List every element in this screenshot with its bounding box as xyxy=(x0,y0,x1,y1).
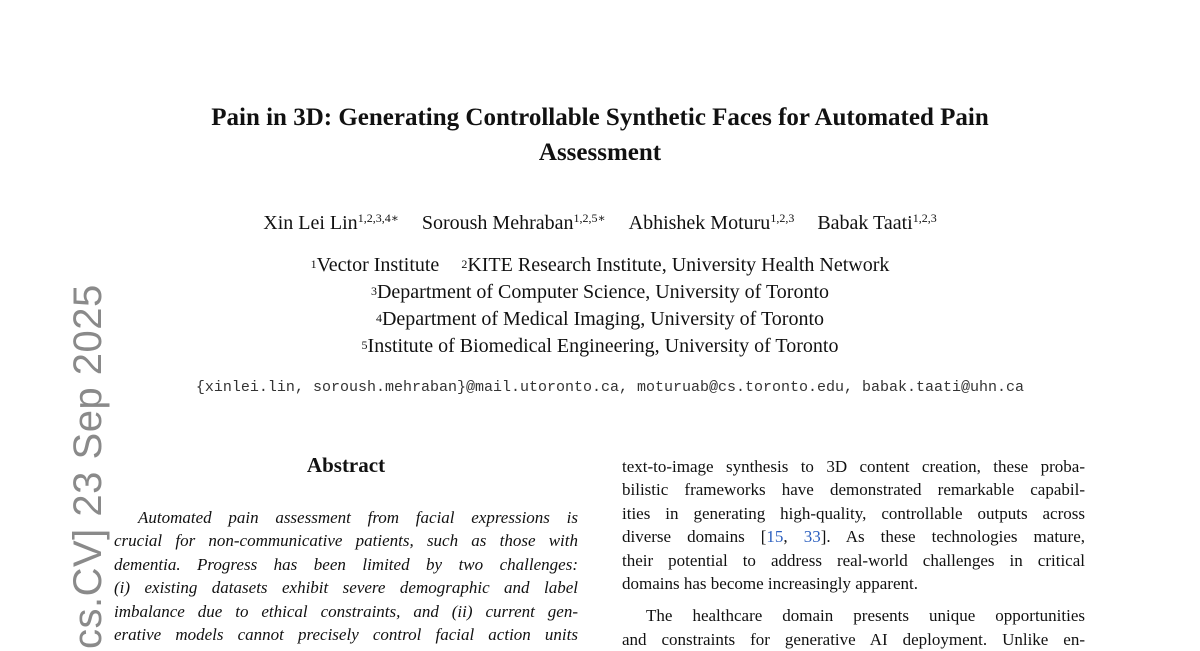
abstract-line: dementia. Progress has been limited by two challenges: xyxy=(114,554,578,574)
body-line: text-to-image synthesis to 3D content creation, these proba- xyxy=(622,457,1085,476)
abstract-line: crucial for non-communicative patients, such as those with xyxy=(114,531,578,551)
affil-sup: 4 xyxy=(375,311,382,325)
citation-link[interactable]: 33 xyxy=(803,527,821,547)
abstract-heading: Abstract xyxy=(306,453,386,477)
abstract-line: (i) existing datasets exhibit severe demographic and label xyxy=(114,578,578,598)
abstract-line: Automated pain assessment from facial expressions is xyxy=(138,508,578,527)
body-line: ities in generating high-quality, controllable outputs across xyxy=(622,503,1085,523)
author xyxy=(422,212,606,234)
abstract-line: erative models cannot precisely control facial action units xyxy=(114,624,578,644)
author-name: Soroush Mehraban xyxy=(421,212,574,234)
arxiv-stamp: cs.CV] 23 Sep 2025 xyxy=(66,284,110,649)
body-line: The healthcare domain presents unique opportunities xyxy=(646,606,1085,626)
affiliation: Department of Medical Imaging, University of Toronto xyxy=(381,308,824,330)
citation-separator: , xyxy=(783,527,804,547)
abstract-line: imbalance due to ethical constraints, and (ii) current gen- xyxy=(114,601,578,621)
affiliation-line xyxy=(0,333,1200,360)
author-affil-sup: 1,2,3 xyxy=(912,211,937,225)
body-line: domains has become increasingly apparent. xyxy=(622,573,918,593)
affiliation-line xyxy=(0,252,1200,279)
citation-link[interactable]: 15 xyxy=(766,527,784,547)
citation-text: diverse domains [ xyxy=(622,527,767,547)
affiliation: KITE Research Institute, University Health Network xyxy=(467,254,890,276)
affiliation: Institute of Biomedical Engineering, University of Toronto xyxy=(367,335,839,357)
author-list xyxy=(0,212,1200,235)
affiliation: Vector Institute xyxy=(316,254,440,276)
author-affil-sup: 1,2,5∗ xyxy=(573,211,606,225)
author xyxy=(817,212,936,234)
body-line: bilistic frameworks have demonstrated remarkable capabil- xyxy=(622,480,1085,500)
author-name: Xin Lei Lin xyxy=(263,212,358,234)
affiliation: Department of Computer Science, University of Toronto xyxy=(376,281,829,303)
affil-sup: 5 xyxy=(361,338,368,352)
abstract-body xyxy=(114,506,578,646)
body-line-with-citations xyxy=(622,525,1085,548)
author-emails: {xinlei.lin, soroush.mehraban}@mail.utoronto.ca, moturuab@cs.toronto.edu, babak.taati@uhn.ca xyxy=(195,379,1025,396)
author-name: Babak Taati xyxy=(817,212,913,234)
affil-sup: 2 xyxy=(461,257,468,271)
affil-sup: 1 xyxy=(310,257,317,271)
intro-right-column xyxy=(622,455,1085,651)
author-affil-sup: 1,2,3 xyxy=(770,211,795,225)
author-affil-sup: 1,2,3,4∗ xyxy=(357,211,399,225)
body-line: and constraints for generative AI deployment. Unlike en- xyxy=(622,629,1085,649)
title-line-1: Pain in 3D: Generating Controllable Synthetic Faces for Automated Pain xyxy=(211,104,989,131)
intro-paragraph-1 xyxy=(622,455,1085,595)
affil-sup: 3 xyxy=(370,284,377,298)
affiliation-line xyxy=(0,279,1200,306)
author xyxy=(263,212,399,234)
author-name: Abhishek Moturu xyxy=(628,212,771,234)
citation-text: ]. As these technologies mature, xyxy=(820,527,1085,547)
author xyxy=(629,212,795,234)
affiliation-line xyxy=(0,306,1200,333)
body-line: their potential to address real-world challenges in critical xyxy=(622,550,1085,570)
title-line-2: Assessment xyxy=(538,139,662,166)
intro-paragraph-2 xyxy=(622,604,1085,651)
paper-title xyxy=(0,100,1200,170)
affiliations xyxy=(0,252,1200,360)
